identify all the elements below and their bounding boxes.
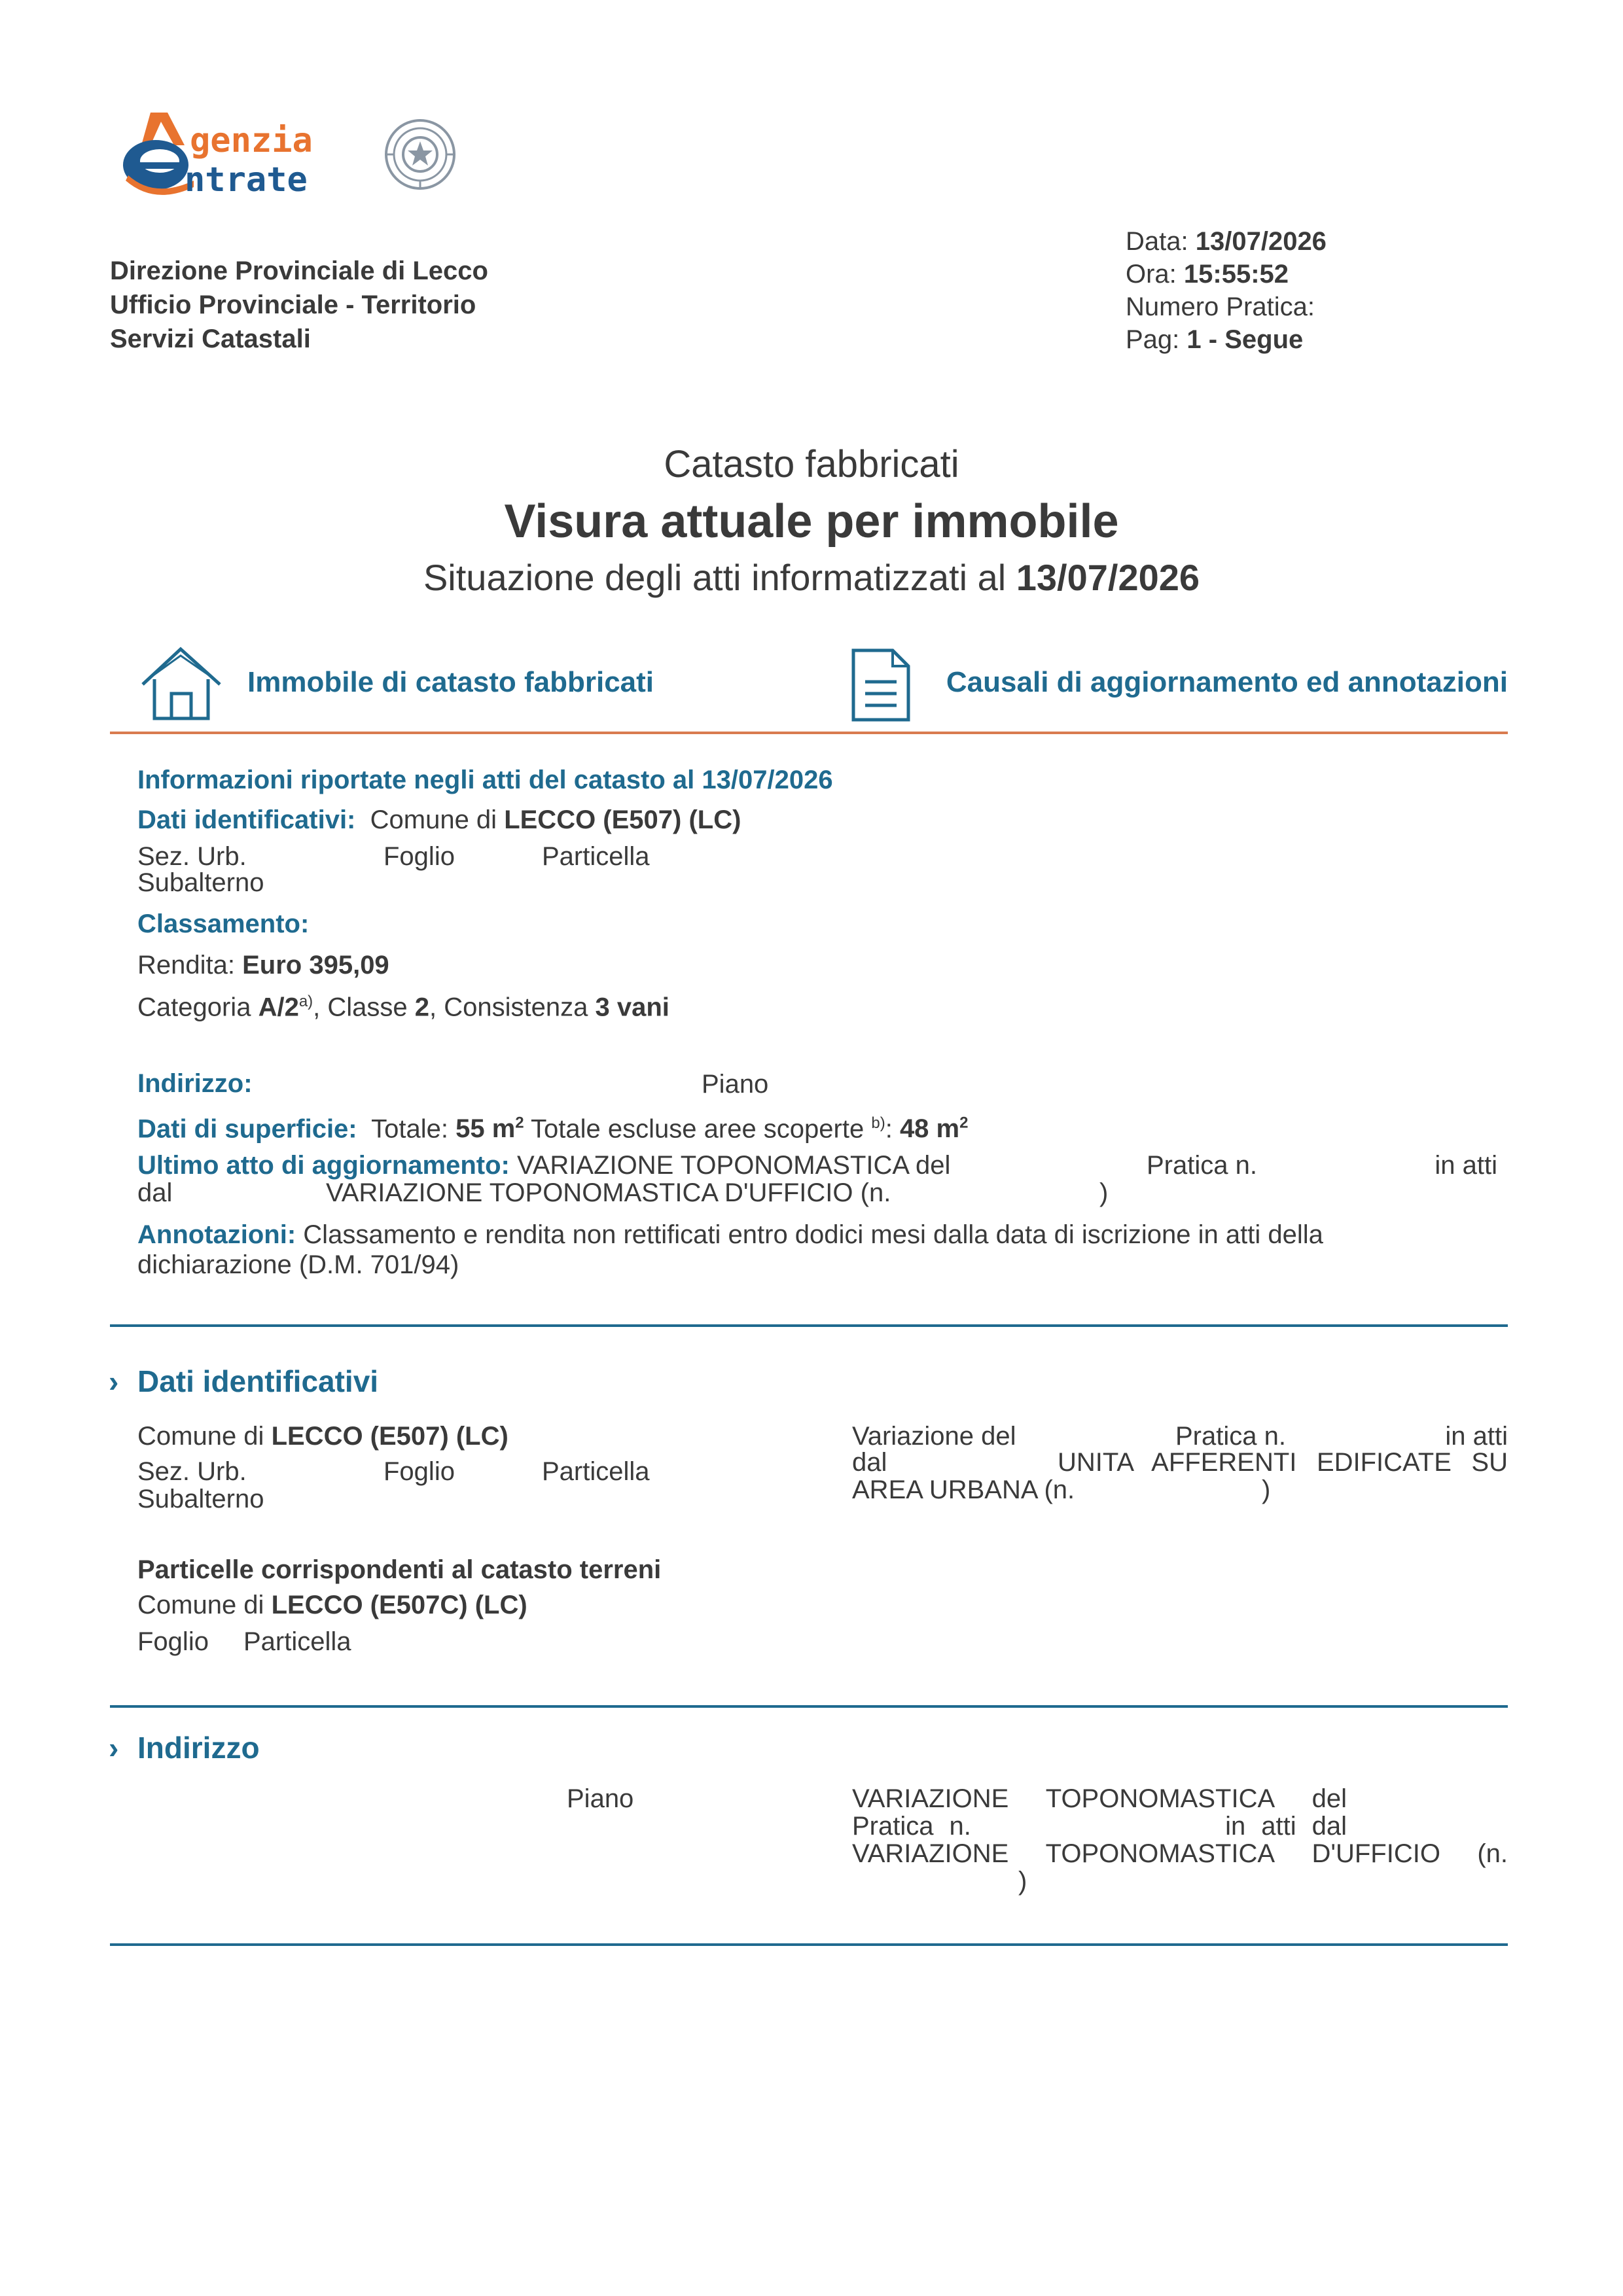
categoria-note: a) bbox=[298, 993, 313, 1010]
info-dati-identificativi bbox=[137, 805, 741, 835]
tab-divider bbox=[110, 732, 1508, 734]
categoria-line bbox=[137, 987, 669, 1022]
info-heading: Informazioni riportate negli atti del catasto al 13/07/2026 bbox=[137, 766, 833, 794]
si-line1-b: TOPONOMASTICA bbox=[1045, 1784, 1275, 1813]
office-line-1: Direzione Provinciale di Lecco bbox=[110, 256, 488, 285]
tab-immobile: Immobile di catasto fabbricati bbox=[247, 666, 654, 698]
escluse-note: b) bbox=[871, 1114, 885, 1132]
totale-label: Totale: bbox=[371, 1114, 448, 1144]
si-line2-d: atti bbox=[1261, 1812, 1296, 1841]
info-sez: Sez. Urb. bbox=[137, 842, 247, 871]
indirizzo-piano: Piano bbox=[702, 1070, 769, 1099]
divider-3 bbox=[110, 1943, 1508, 1946]
totale-value: 55 m bbox=[455, 1114, 516, 1144]
title-situazione bbox=[0, 556, 1623, 599]
si-line2-c: in bbox=[1225, 1812, 1246, 1841]
annotazioni-block bbox=[137, 1220, 1446, 1280]
title-situazione-prefix: Situazione degli atti informatizzati al bbox=[423, 557, 1007, 598]
sd-foglio: Foglio bbox=[383, 1457, 455, 1486]
sd-comune-prefix: Comune di bbox=[137, 1422, 264, 1451]
title-catasto: Catasto fabbricati bbox=[664, 443, 959, 486]
annotazioni-label: Annotazioni: bbox=[137, 1220, 296, 1249]
sd-terreni-heading: Particelle corrispondenti al catasto terreni bbox=[137, 1555, 662, 1584]
pag-label: Pag: bbox=[1126, 325, 1180, 354]
classe-label: , Classe bbox=[313, 993, 408, 1022]
sd-terreni-comune-value: LECCO (E507C) (LC) bbox=[271, 1591, 527, 1619]
chevron-right-icon: › bbox=[109, 1731, 119, 1765]
sd-var-text2: AREA URBANA (n. bbox=[852, 1475, 1075, 1504]
ultimo-text2: VARIAZIONE TOPONOMASTICA D'UFFICIO (n. bbox=[326, 1178, 891, 1207]
republic-emblem-icon bbox=[386, 120, 454, 188]
ultimo-label: Ultimo atto di aggiornamento: bbox=[137, 1151, 510, 1180]
si-line2 bbox=[852, 1811, 1347, 1841]
sd-comune-value: LECCO (E507) (LC) bbox=[271, 1422, 508, 1451]
office-line-3: Servizi Catastali bbox=[110, 325, 311, 353]
logo-graphic bbox=[122, 107, 462, 205]
superficie-label: Dati di superficie: bbox=[137, 1114, 357, 1144]
title-visura: Visura attuale per immobile bbox=[504, 495, 1119, 548]
si-line3-d: (n. bbox=[1477, 1839, 1508, 1868]
si-line2-a: Pratica bbox=[852, 1812, 934, 1841]
sd-comune bbox=[137, 1421, 508, 1451]
si-line2-b: n. bbox=[949, 1812, 971, 1841]
tab-causali: Causali di aggiornamento ed annotazioni bbox=[946, 666, 1508, 698]
sd-terreni-comune-prefix: Comune di bbox=[137, 1591, 264, 1619]
si-line1-a: VARIAZIONE bbox=[852, 1784, 1009, 1813]
sd-var-close: ) bbox=[1262, 1475, 1271, 1504]
classamento-label: Classamento: bbox=[137, 910, 310, 938]
document-icon bbox=[851, 648, 912, 726]
pratica-label: Numero Pratica: bbox=[1126, 292, 1315, 321]
comune-prefix: Comune di bbox=[370, 805, 497, 834]
sd-var-inatti: in atti bbox=[1445, 1422, 1508, 1451]
logo-text-genzia: genzia bbox=[190, 121, 313, 160]
consistenza-label: , Consistenza bbox=[429, 993, 588, 1022]
categoria-value: A/2 bbox=[258, 993, 299, 1022]
consistenza-value: 3 vani bbox=[595, 993, 669, 1022]
divider-1 bbox=[110, 1324, 1508, 1327]
comune-value: LECCO (E507) (LC) bbox=[504, 805, 741, 834]
sd-terreni-comune bbox=[137, 1590, 527, 1620]
sd-var-text: UNITA AFFERENTI EDIFICATE SU bbox=[1058, 1448, 1508, 1477]
pag-value: 1 - Segue bbox=[1186, 325, 1304, 354]
sd-terreni-particella: Particella bbox=[243, 1627, 351, 1656]
office-block bbox=[110, 254, 488, 356]
sd-var-pratica: Pratica n. bbox=[1175, 1422, 1286, 1451]
ultimo-atto-line1 bbox=[137, 1150, 950, 1180]
sd-var-dal: dal bbox=[852, 1448, 887, 1477]
superficie-line: Dati di superficie: Totale: 55 $m^2$ Totale escluse aree scoperte $^{b)}$: 48 $m^2$ bbox=[137, 1114, 969, 1144]
indirizzo-label: Indirizzo: bbox=[137, 1069, 253, 1098]
dati-id-label: Dati identificativi: bbox=[137, 805, 356, 834]
escluse-label: Totale escluse aree scoperte bbox=[531, 1114, 865, 1144]
ora-value: 15:55:52 bbox=[1183, 260, 1289, 289]
si-line3-b: TOPONOMASTICA bbox=[1045, 1839, 1275, 1868]
ultimo-pratica: Pratica n. bbox=[1147, 1151, 1257, 1180]
house-icon bbox=[139, 645, 224, 726]
si-line1-c: del bbox=[1311, 1784, 1347, 1813]
rendita-line bbox=[137, 950, 389, 980]
si-line1 bbox=[852, 1784, 1347, 1814]
data-value: 13/07/2026 bbox=[1195, 227, 1327, 256]
sd-var-label: Variazione del bbox=[852, 1422, 1016, 1451]
meta-block bbox=[1126, 225, 1327, 356]
classe-value: 2 bbox=[414, 993, 430, 1022]
office-line-2: Ufficio Provinciale - Territorio bbox=[110, 291, 476, 319]
ultimo-text1: VARIAZIONE TOPONOMASTICA del bbox=[517, 1151, 951, 1180]
sd-terreni-foglio: Foglio bbox=[137, 1627, 209, 1656]
ora-label: Ora: bbox=[1126, 260, 1177, 289]
si-line2-e: dal bbox=[1311, 1812, 1347, 1841]
si-line3 bbox=[852, 1839, 1508, 1869]
sd-particella: Particella bbox=[542, 1457, 650, 1486]
info-subalterno: Subalterno bbox=[137, 868, 264, 897]
sd-sez: Sez. Urb. bbox=[137, 1457, 247, 1486]
data-label: Data: bbox=[1126, 227, 1188, 256]
ultimo-dal: dal bbox=[137, 1178, 173, 1207]
section-indirizzo-heading: Indirizzo bbox=[137, 1731, 260, 1765]
divider-2 bbox=[110, 1705, 1508, 1708]
si-line3-a: VARIAZIONE bbox=[852, 1839, 1009, 1868]
info-foglio: Foglio bbox=[383, 842, 455, 871]
info-particella: Particella bbox=[542, 842, 650, 871]
title-situazione-date: 13/07/2026 bbox=[1016, 557, 1200, 598]
annotazioni-text: Classamento e rendita non rettificati entro dodici mesi dalla data di iscrizione in atti della dichiarazione (D.M. 701/94) bbox=[137, 1220, 1323, 1279]
rendita-value: Euro 395,09 bbox=[242, 951, 389, 980]
rendita-label: Rendita: bbox=[137, 951, 235, 980]
chevron-right-icon: › bbox=[109, 1364, 119, 1398]
sd-subalterno: Subalterno bbox=[137, 1485, 264, 1513]
si-piano: Piano bbox=[567, 1784, 634, 1813]
ultimo-close: ) bbox=[1099, 1178, 1109, 1207]
escluse-value: 48 m bbox=[899, 1114, 960, 1144]
logo-text-ntrate: ntrate bbox=[185, 160, 308, 200]
si-line3-c: D'UFFICIO bbox=[1311, 1839, 1440, 1868]
agenzia-entrate-logo bbox=[122, 107, 462, 205]
ultimo-inatti: in atti bbox=[1435, 1151, 1497, 1180]
section-dati-heading: Dati identificativi bbox=[137, 1364, 379, 1398]
si-line4: ) bbox=[1018, 1867, 1027, 1896]
categoria-label: Categoria bbox=[137, 993, 251, 1022]
